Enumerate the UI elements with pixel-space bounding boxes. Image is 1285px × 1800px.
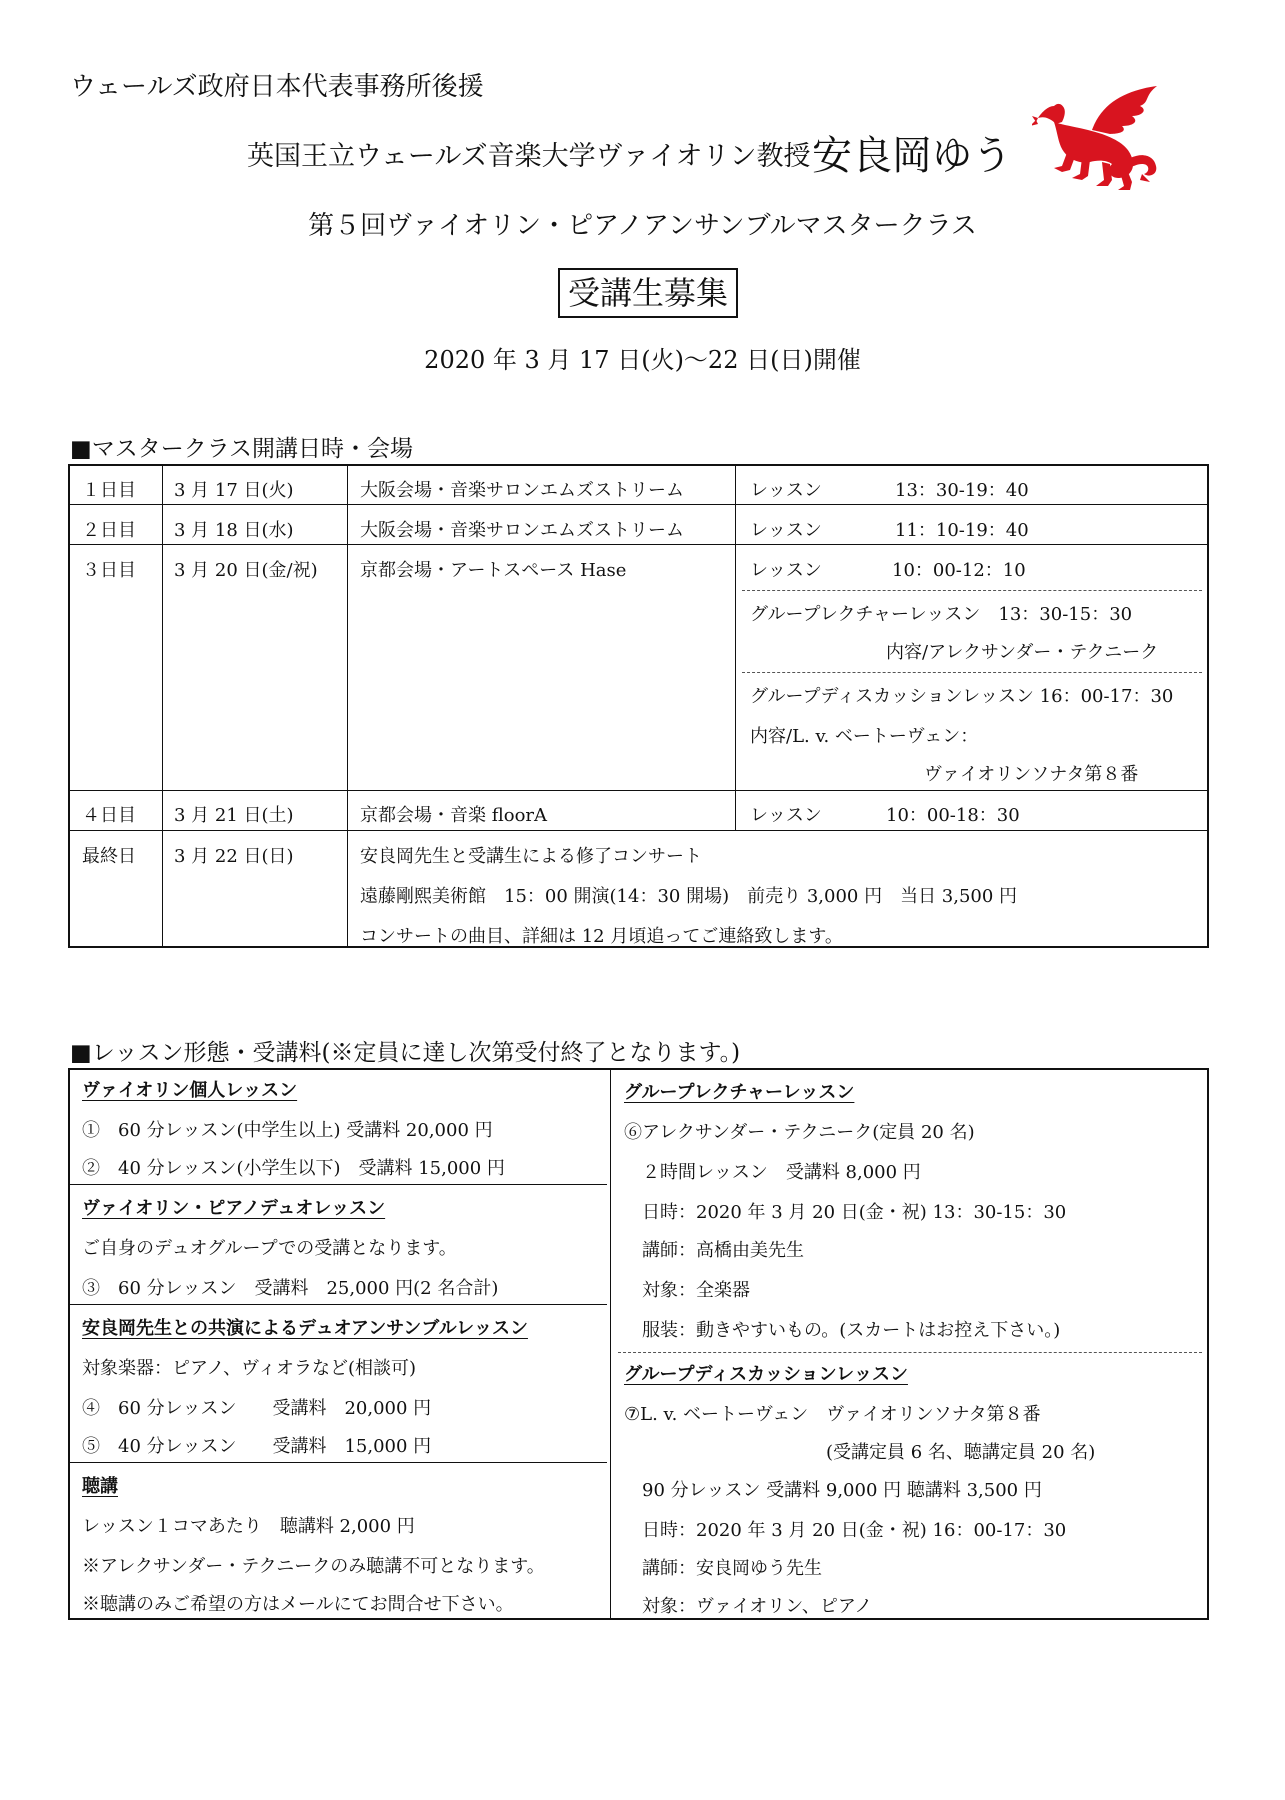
welsh-dragon-icon	[1032, 82, 1162, 192]
table-divider	[70, 544, 1207, 545]
class-title: 第５回ヴァイオリン・ピアノアンサンブルマスタークラス	[308, 211, 977, 241]
table-divider	[618, 1352, 1202, 1353]
audit-fee: レッスン１コマあたり 聴講料 2,000 円	[82, 1516, 415, 1537]
event-date: 2020 年 3 月 17 日(火)〜22 日(日)開催	[424, 346, 861, 374]
table-divider	[742, 672, 1202, 673]
audit-note: ※アレクサンダー・テクニークのみ聴講不可となります。	[82, 1556, 545, 1577]
lecture-target: 対象：全楽器	[642, 1280, 750, 1301]
day-label: ２日目	[82, 520, 136, 541]
session-type: レッスン	[750, 805, 822, 826]
audit-note: ※聴講のみご希望の方はメールにてお問合せ下さい。	[82, 1594, 514, 1615]
fee-item: ⑥アレクサンダー・テクニーク(定員 20 名)	[624, 1122, 975, 1143]
duo-note: ご自身のデュオグループでの受講となります。	[82, 1238, 457, 1259]
discussion-length: 90 分レッスン 受講料 9,000 円 聴講料 3,500 円	[642, 1480, 1042, 1501]
table-divider	[162, 466, 163, 948]
date-cell: 3 月 21 日(土)	[174, 805, 294, 826]
table-divider	[742, 590, 1202, 591]
day-label: ３日目	[82, 560, 136, 581]
table-divider	[610, 1070, 611, 1620]
fee-item: ① 60 分レッスン(中学生以上) 受講料 20,000 円	[82, 1120, 493, 1141]
session-type: レッスン	[750, 520, 822, 541]
schedule-heading: ■マスタークラス開講日時・会場	[70, 436, 414, 462]
concert-note: コンサートの曲目、詳細は 12 月頃追ってご連絡致します。	[360, 926, 843, 947]
ensemble-instruments: 対象楽器：ピアノ、ヴィオラなど(相談可)	[82, 1358, 417, 1379]
date-cell: 3 月 17 日(火)	[174, 480, 294, 501]
session-type: レッスン	[750, 480, 822, 501]
session-type: レッスン	[750, 560, 822, 581]
schedule-table	[68, 464, 1209, 948]
discussion-teacher: 講師：安良岡ゆう先生	[642, 1558, 822, 1579]
table-divider	[70, 504, 1207, 505]
lecture-session: グループレクチャーレッスン 13：30-15：30	[750, 604, 1133, 625]
fees-table	[68, 1068, 1209, 1620]
date-cell: 3 月 20 日(金/祝)	[174, 560, 318, 581]
lecture-dress: 服装：動きやすいもの。(スカートはお控え下さい。)	[642, 1320, 1061, 1341]
fee-item: ④ 60 分レッスン 受講料 20,000 円	[82, 1398, 432, 1419]
discussion-content: 内容/L. v. ベートーヴェン：	[750, 726, 979, 747]
lecture-length: ２時間レッスン 受講料 8,000 円	[642, 1162, 921, 1183]
discussion-target: 対象：ヴァイオリン、ピアノ	[642, 1596, 873, 1617]
sponsor-text: ウェールズ政府日本代表事務所後援	[70, 72, 484, 102]
table-divider	[70, 1462, 607, 1463]
session-time: 11：10-19：40	[895, 520, 1029, 541]
fee-item: ③ 60 分レッスン 受講料 25,000 円(2 名合計)	[82, 1278, 499, 1299]
group-discussion-title: グループディスカッションレッスン	[624, 1364, 908, 1385]
discussion-piece: ヴァイオリンソナタ第８番	[924, 764, 1139, 785]
audit-title: 聴講	[82, 1476, 118, 1497]
fee-item: ⑦L. v. ベートーヴェン ヴァイオリンソナタ第８番	[624, 1404, 1041, 1425]
session-time: 13：30-19：40	[895, 480, 1029, 501]
table-divider	[347, 466, 348, 948]
date-cell: 3 月 22 日(日)	[174, 846, 294, 867]
venue-cell: 京都会場・アートスペース Hase	[360, 560, 627, 581]
venue-cell: 大阪会場・音楽サロンエムズストリーム	[360, 520, 684, 541]
table-divider	[70, 1304, 607, 1305]
table-divider	[70, 790, 1207, 791]
fee-item: ⑤ 40 分レッスン 受講料 15,000 円	[82, 1436, 432, 1457]
day-label: 最終日	[82, 846, 136, 867]
venue-cell: 京都会場・音楽 floorA	[360, 805, 548, 826]
fees-heading: ■レッスン形態・受講料(※定員に達し次第受付終了となります。)	[70, 1040, 741, 1066]
recruit-label: 受講生募集	[558, 268, 738, 318]
discussion-capacity: (受講定員 6 名、聴講定員 20 名)	[826, 1442, 1096, 1463]
lecture-datetime: 日時：2020 年 3 月 20 日(金・祝) 13：30-15：30	[642, 1202, 1067, 1223]
discussion-datetime: 日時：2020 年 3 月 20 日(金・祝) 16：00-17：30	[642, 1520, 1067, 1541]
lecture-content: 内容/アレクサンダー・テクニーク	[886, 642, 1159, 663]
fee-item: ② 40 分レッスン(小学生以下) 受講料 15,000 円	[82, 1158, 505, 1179]
day-label: １日目	[82, 480, 136, 501]
group-lecture-title: グループレクチャーレッスン	[624, 1082, 855, 1103]
session-time: 10：00-18：30	[886, 805, 1020, 826]
discussion-session: グループディスカッションレッスン 16：00-17：30	[750, 686, 1174, 707]
concert-details: 遠藤剛熙美術館 15：00 開演(14：30 開場) 前売り 3,000 円 当日 3,500 円	[360, 886, 1018, 907]
date-cell: 3 月 18 日(水)	[174, 520, 294, 541]
table-divider	[70, 830, 1207, 831]
individual-lesson-title: ヴァイオリン個人レッスン	[82, 1080, 298, 1101]
ensemble-lesson-title: 安良岡先生との共演によるデュオアンサンブルレッスン	[82, 1318, 528, 1339]
day-label: ４日目	[82, 805, 136, 826]
lecture-teacher: 講師：高橋由美先生	[642, 1240, 804, 1261]
table-divider	[70, 1184, 607, 1185]
professor-title: 英国王立ウェールズ音楽大学ヴァイオリン教授	[247, 141, 811, 172]
professor-name: 安良岡ゆう	[812, 133, 1012, 179]
concert-title: 安良岡先生と受講生による修了コンサート	[360, 846, 702, 867]
venue-cell: 大阪会場・音楽サロンエムズストリーム	[360, 480, 684, 501]
duo-lesson-title: ヴァイオリン・ピアノデュオレッスン	[82, 1198, 386, 1219]
session-time: 10：00-12：10	[892, 560, 1026, 581]
table-divider	[735, 466, 736, 830]
